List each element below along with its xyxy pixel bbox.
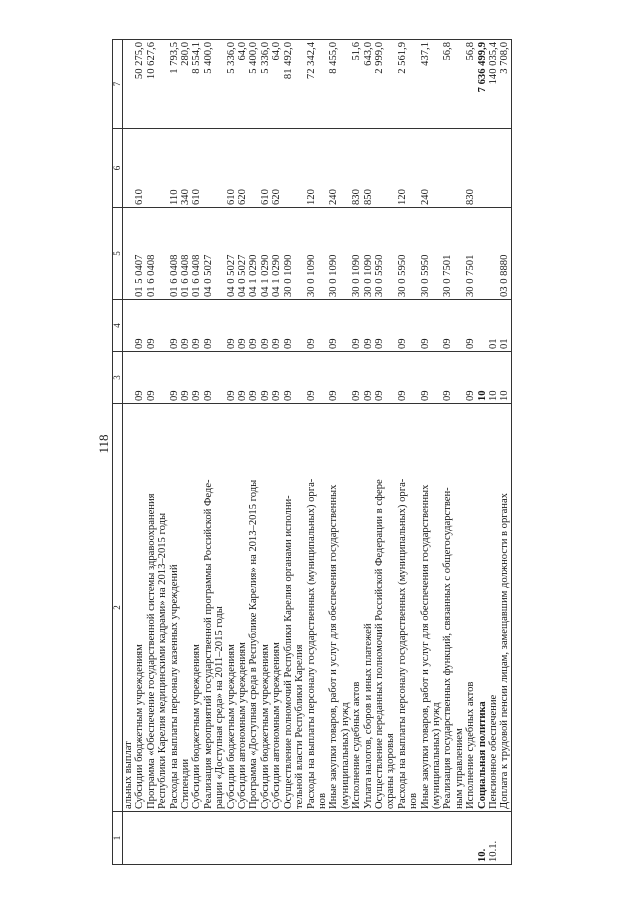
table-row <box>248 40 259 865</box>
cell-c7 <box>157 40 168 129</box>
cell-c2: Исполнение судебных актов <box>351 404 362 812</box>
cell-c5: 30 0 7501 <box>465 208 476 300</box>
cell-c5 <box>214 208 225 300</box>
cell-c4: 09 <box>271 300 282 352</box>
cell-c1 <box>385 812 396 865</box>
cell-c5: 30 0 1090 <box>283 208 294 300</box>
cell-c1: 10.1. <box>488 812 499 865</box>
table-row <box>363 40 374 865</box>
cell-c6 <box>408 129 419 208</box>
cell-c5: 04 0 5027 <box>237 208 248 300</box>
cell-c7: 81 492,0 <box>283 40 294 129</box>
cell-c1 <box>214 812 225 865</box>
cell-c3: 09 <box>363 352 374 404</box>
cell-c7: 643,0 <box>363 40 374 129</box>
cell-c7: 5 400,0 <box>203 40 214 129</box>
cell-c3: 09 <box>397 352 408 404</box>
table-row <box>146 40 157 865</box>
cell-c6: 620 <box>271 129 282 208</box>
cell-c5 <box>477 208 488 300</box>
cell-c2: Субсидии автономным учреждениям <box>237 404 248 812</box>
cell-c1 <box>169 812 180 865</box>
table-row <box>420 40 431 865</box>
cell-c5 <box>408 208 419 300</box>
cell-c2: Реализация государственных функций, связанных с общегосударствен- <box>442 404 453 812</box>
cell-c2: Доплата к трудовой пенсии лицам, замещавшим должности в органах <box>499 404 511 812</box>
cell-c5 <box>123 208 135 300</box>
cell-c5: 01 6 0408 <box>169 208 180 300</box>
cell-c6 <box>294 129 305 208</box>
page-number: 118 <box>96 434 111 454</box>
cell-c2: Иные закупки товаров, работ и услуг для обеспечения государственных <box>328 404 339 812</box>
cell-c4 <box>385 300 396 352</box>
cell-c6: 830 <box>351 129 362 208</box>
cell-c2: Расходы на выплаты персоналу государственных (муниципальных) орга- <box>306 404 317 812</box>
cell-c6 <box>283 129 294 208</box>
cell-c1 <box>157 812 168 865</box>
cell-c7: 50 275,0 <box>134 40 145 129</box>
cell-c7 <box>431 40 442 129</box>
cell-c7: 56,8 <box>465 40 476 129</box>
cell-c2: Субсидии бюджетным учреждениям <box>191 404 202 812</box>
cell-c1 <box>465 812 476 865</box>
cell-c1 <box>248 812 259 865</box>
cell-c7: 437,1 <box>420 40 431 129</box>
cell-c1 <box>374 812 385 865</box>
cell-c6: 610 <box>191 129 202 208</box>
cell-c1 <box>454 812 465 865</box>
cell-c6 <box>385 129 396 208</box>
cell-c1 <box>328 812 339 865</box>
cell-c6 <box>146 129 157 208</box>
cell-c3 <box>340 352 351 404</box>
cell-c5 <box>454 208 465 300</box>
cell-c3: 09 <box>271 352 282 404</box>
cell-c1 <box>123 812 135 865</box>
cell-c7 <box>340 40 351 129</box>
cell-c2: Социальная политика <box>477 404 488 812</box>
rotated-table-wrapper <box>112 40 577 865</box>
column-header: 1 <box>113 812 123 865</box>
cell-c6: 240 <box>420 129 431 208</box>
cell-c3: 09 <box>191 352 202 404</box>
cell-c4: 01 <box>499 300 511 352</box>
cell-c7: 8 455,0 <box>328 40 339 129</box>
cell-c4 <box>431 300 442 352</box>
cell-c4 <box>408 300 419 352</box>
cell-c4: 09 <box>420 300 431 352</box>
table-row <box>477 40 488 865</box>
cell-c2: Расходы на выплаты персоналу государственных (муниципальных) орга- <box>397 404 408 812</box>
cell-c2: Реализация мероприятий государственной программы Российской Феде- <box>203 404 214 812</box>
cell-c4 <box>340 300 351 352</box>
cell-c7: 5 400,0 <box>248 40 259 129</box>
cell-c2: Расходы на выплаты персоналу казенных учреждений <box>169 404 180 812</box>
cell-c5: 04 0 5027 <box>203 208 214 300</box>
cell-c3: 09 <box>283 352 294 404</box>
cell-c6 <box>442 129 453 208</box>
cell-c2: Республики Карелия медицинскими кадрами» на 2013–2015 годы <box>157 404 168 812</box>
cell-c3: 09 <box>226 352 237 404</box>
cell-c5: 30 0 5950 <box>397 208 408 300</box>
cell-c5: 01 6 0408 <box>180 208 191 300</box>
table-row <box>180 40 191 865</box>
cell-c5: 01 6 0408 <box>146 208 157 300</box>
cell-c4: 09 <box>134 300 145 352</box>
cell-c4: 09 <box>191 300 202 352</box>
cell-c4: 09 <box>180 300 191 352</box>
cell-c2: Уплата налогов, сборов и иных платежей <box>363 404 374 812</box>
cell-c2: (муниципальных) нужд <box>340 404 351 812</box>
cell-c3: 09 <box>146 352 157 404</box>
cell-c3: 10 <box>477 352 488 404</box>
cell-c1: 10. <box>477 812 488 865</box>
table-row <box>465 40 476 865</box>
cell-c3: 10 <box>499 352 511 404</box>
cell-c6: 120 <box>306 129 317 208</box>
cell-c3: 09 <box>203 352 214 404</box>
cell-c1 <box>351 812 362 865</box>
cell-c6 <box>340 129 351 208</box>
cell-c5: 30 0 1090 <box>351 208 362 300</box>
cell-c6: 610 <box>226 129 237 208</box>
cell-c6 <box>431 129 442 208</box>
cell-c2: Субсидии бюджетным учреждениям <box>260 404 271 812</box>
cell-c3 <box>214 352 225 404</box>
cell-c4: 09 <box>465 300 476 352</box>
cell-c5 <box>317 208 328 300</box>
cell-c3: 09 <box>420 352 431 404</box>
cell-c4: 09 <box>283 300 294 352</box>
cell-c1 <box>180 812 191 865</box>
column-header: 5 <box>113 208 123 300</box>
cell-c4: 09 <box>260 300 271 352</box>
cell-c7: 5 336,0 <box>260 40 271 129</box>
cell-c4 <box>317 300 328 352</box>
cell-c3: 09 <box>442 352 453 404</box>
cell-c5: 30 0 1090 <box>306 208 317 300</box>
table-row <box>237 40 248 865</box>
cell-c3: 09 <box>169 352 180 404</box>
cell-c7: 5 336,0 <box>226 40 237 129</box>
cell-c3: 09 <box>465 352 476 404</box>
cell-c2: Исполнение судебных актов <box>465 404 476 812</box>
cell-c5: 30 0 7501 <box>442 208 453 300</box>
column-header: 6 <box>113 129 123 208</box>
table-row <box>442 40 453 865</box>
table-row <box>157 40 168 865</box>
cell-c2: Программа «Доступная среда в Республике Карелия» на 2013–2015 годы <box>248 404 259 812</box>
cell-c3 <box>408 352 419 404</box>
table-row <box>123 40 135 865</box>
cell-c6: 620 <box>237 129 248 208</box>
cell-c7: 8 554,1 <box>191 40 202 129</box>
cell-c1 <box>363 812 374 865</box>
table-row <box>317 40 328 865</box>
cell-c7: 51,6 <box>351 40 362 129</box>
cell-c1 <box>191 812 202 865</box>
cell-c6: 830 <box>465 129 476 208</box>
cell-c2: нов <box>408 404 419 812</box>
cell-c6 <box>123 129 135 208</box>
cell-c1 <box>499 812 511 865</box>
table-row <box>374 40 385 865</box>
table-row <box>408 40 419 865</box>
cell-c3: 09 <box>328 352 339 404</box>
cell-c2: охраны здоровья <box>385 404 396 812</box>
cell-c1 <box>397 812 408 865</box>
header-row <box>113 40 123 865</box>
cell-c2: Стипендии <box>180 404 191 812</box>
cell-c6 <box>488 129 499 208</box>
cell-c3: 09 <box>180 352 191 404</box>
column-header: 2 <box>113 404 123 812</box>
cell-c1 <box>134 812 145 865</box>
cell-c3: 09 <box>374 352 385 404</box>
table-body <box>123 40 512 865</box>
cell-c1 <box>146 812 157 865</box>
cell-c6 <box>454 129 465 208</box>
cell-c2: нов <box>317 404 328 812</box>
cell-c7: 10 627,6 <box>146 40 157 129</box>
cell-c5: 04 1 0290 <box>271 208 282 300</box>
table-row <box>397 40 408 865</box>
cell-c4: 09 <box>328 300 339 352</box>
column-header: 3 <box>113 352 123 404</box>
cell-c3: 09 <box>306 352 317 404</box>
table-row <box>454 40 465 865</box>
table-row <box>351 40 362 865</box>
cell-c2: Субсидии автономным учреждениям <box>271 404 282 812</box>
cell-c5: 04 1 0290 <box>260 208 271 300</box>
cell-c7 <box>294 40 305 129</box>
cell-c4 <box>294 300 305 352</box>
cell-c4: 09 <box>203 300 214 352</box>
cell-c7 <box>214 40 225 129</box>
cell-c7 <box>454 40 465 129</box>
table-row <box>169 40 180 865</box>
cell-c7 <box>385 40 396 129</box>
table-row <box>488 40 499 865</box>
cell-c1 <box>442 812 453 865</box>
table-row <box>191 40 202 865</box>
cell-c7 <box>408 40 419 129</box>
cell-c4: 09 <box>442 300 453 352</box>
table-row <box>499 40 511 865</box>
cell-c2: Субсидии бюджетным учреждениям <box>226 404 237 812</box>
cell-c5: 30 0 1090 <box>328 208 339 300</box>
cell-c7 <box>123 40 135 129</box>
column-header: 4 <box>113 300 123 352</box>
cell-c1 <box>283 812 294 865</box>
table-row <box>203 40 214 865</box>
cell-c1 <box>408 812 419 865</box>
cell-c2: Иные закупки товаров, работ и услуг для обеспечения государственных <box>420 404 431 812</box>
cell-c6: 850 <box>363 129 374 208</box>
cell-c2: Пенсионное обеспечение <box>488 404 499 812</box>
table-row <box>134 40 145 865</box>
table-row <box>283 40 294 865</box>
cell-c1 <box>306 812 317 865</box>
cell-c1 <box>237 812 248 865</box>
cell-c7: 7 636 499,9 <box>477 40 488 129</box>
cell-c7: 64,0 <box>237 40 248 129</box>
cell-c5 <box>294 208 305 300</box>
cell-c2: тельной власти Республики Карелия <box>294 404 305 812</box>
cell-c2: альных выплат <box>123 404 135 812</box>
cell-c4: 01 <box>488 300 499 352</box>
cell-c6 <box>214 129 225 208</box>
cell-c3 <box>385 352 396 404</box>
cell-c7: 2 561,9 <box>397 40 408 129</box>
cell-c2: Субсидии бюджетным учреждениям <box>134 404 145 812</box>
cell-c5: 30 0 1090 <box>363 208 374 300</box>
cell-c3: 10 <box>488 352 499 404</box>
cell-c7: 2 999,0 <box>374 40 385 129</box>
cell-c5: 04 1 0290 <box>248 208 259 300</box>
cell-c2: Программа «Обеспечение государственной системы здравоохранения <box>146 404 157 812</box>
cell-c5 <box>340 208 351 300</box>
cell-c1 <box>317 812 328 865</box>
cell-c2: Осуществление полномочий Республики Карелия органами исполни- <box>283 404 294 812</box>
table-row <box>340 40 351 865</box>
cell-c2: рации «Доступная среда» на 2011–2015 годы <box>214 404 225 812</box>
cell-c6: 110 <box>169 129 180 208</box>
cell-c3 <box>317 352 328 404</box>
cell-c4 <box>477 300 488 352</box>
cell-c3 <box>454 352 465 404</box>
cell-c5: 30 0 5950 <box>374 208 385 300</box>
cell-c5: 04 0 5027 <box>226 208 237 300</box>
cell-c5: 30 0 5950 <box>420 208 431 300</box>
cell-c6 <box>477 129 488 208</box>
cell-c4 <box>454 300 465 352</box>
cell-c5: 03 0 8880 <box>499 208 511 300</box>
cell-c5 <box>488 208 499 300</box>
cell-c4: 09 <box>226 300 237 352</box>
cell-c4: 09 <box>306 300 317 352</box>
cell-c6: 120 <box>397 129 408 208</box>
cell-c3: 09 <box>260 352 271 404</box>
table-row <box>214 40 225 865</box>
cell-c4: 09 <box>248 300 259 352</box>
column-header: 7 <box>113 40 123 129</box>
cell-c4: 09 <box>169 300 180 352</box>
cell-c4: 09 <box>374 300 385 352</box>
cell-c6: 240 <box>328 129 339 208</box>
cell-c4: 09 <box>397 300 408 352</box>
table-row <box>260 40 271 865</box>
cell-c1 <box>340 812 351 865</box>
table-row <box>226 40 237 865</box>
cell-c5 <box>431 208 442 300</box>
cell-c7: 64,0 <box>271 40 282 129</box>
table-row <box>294 40 305 865</box>
cell-c5: 01 6 0408 <box>191 208 202 300</box>
table-row <box>271 40 282 865</box>
cell-c6 <box>499 129 511 208</box>
table-row <box>385 40 396 865</box>
cell-c1 <box>431 812 442 865</box>
cell-c6 <box>248 129 259 208</box>
table-row <box>306 40 317 865</box>
cell-c6 <box>203 129 214 208</box>
cell-c3 <box>431 352 442 404</box>
cell-c3: 09 <box>237 352 248 404</box>
cell-c6: 610 <box>260 129 271 208</box>
cell-c4: 09 <box>237 300 248 352</box>
cell-c7: 3 708,0 <box>499 40 511 129</box>
cell-c4 <box>157 300 168 352</box>
cell-c7: 1 793,5 <box>169 40 180 129</box>
cell-c7: 280,0 <box>180 40 191 129</box>
cell-c7 <box>317 40 328 129</box>
cell-c5 <box>385 208 396 300</box>
cell-c6: 610 <box>134 129 145 208</box>
cell-c3 <box>294 352 305 404</box>
cell-c7: 72 342,4 <box>306 40 317 129</box>
cell-c1 <box>203 812 214 865</box>
cell-c7: 140 035,4 <box>488 40 499 129</box>
cell-c2: (муниципальных) нужд <box>431 404 442 812</box>
cell-c3: 09 <box>248 352 259 404</box>
cell-c2: ным управлением <box>454 404 465 812</box>
budget-table <box>112 39 512 865</box>
cell-c4 <box>123 300 135 352</box>
cell-c3 <box>123 352 135 404</box>
table-row <box>328 40 339 865</box>
cell-c1 <box>294 812 305 865</box>
cell-c6 <box>157 129 168 208</box>
cell-c4: 09 <box>146 300 157 352</box>
cell-c3: 09 <box>351 352 362 404</box>
cell-c6: 340 <box>180 129 191 208</box>
cell-c1 <box>226 812 237 865</box>
cell-c1 <box>271 812 282 865</box>
cell-c4: 09 <box>351 300 362 352</box>
cell-c4 <box>214 300 225 352</box>
cell-c2: Осуществление переданных полномочий Российской Федерации в сфере <box>374 404 385 812</box>
cell-c4: 09 <box>363 300 374 352</box>
cell-c5: 01 5 0407 <box>134 208 145 300</box>
table-row <box>431 40 442 865</box>
cell-c5 <box>157 208 168 300</box>
cell-c3 <box>157 352 168 404</box>
cell-c3: 09 <box>134 352 145 404</box>
cell-c6 <box>374 129 385 208</box>
cell-c1 <box>420 812 431 865</box>
cell-c6 <box>317 129 328 208</box>
cell-c1 <box>260 812 271 865</box>
cell-c7: 56,8 <box>442 40 453 129</box>
